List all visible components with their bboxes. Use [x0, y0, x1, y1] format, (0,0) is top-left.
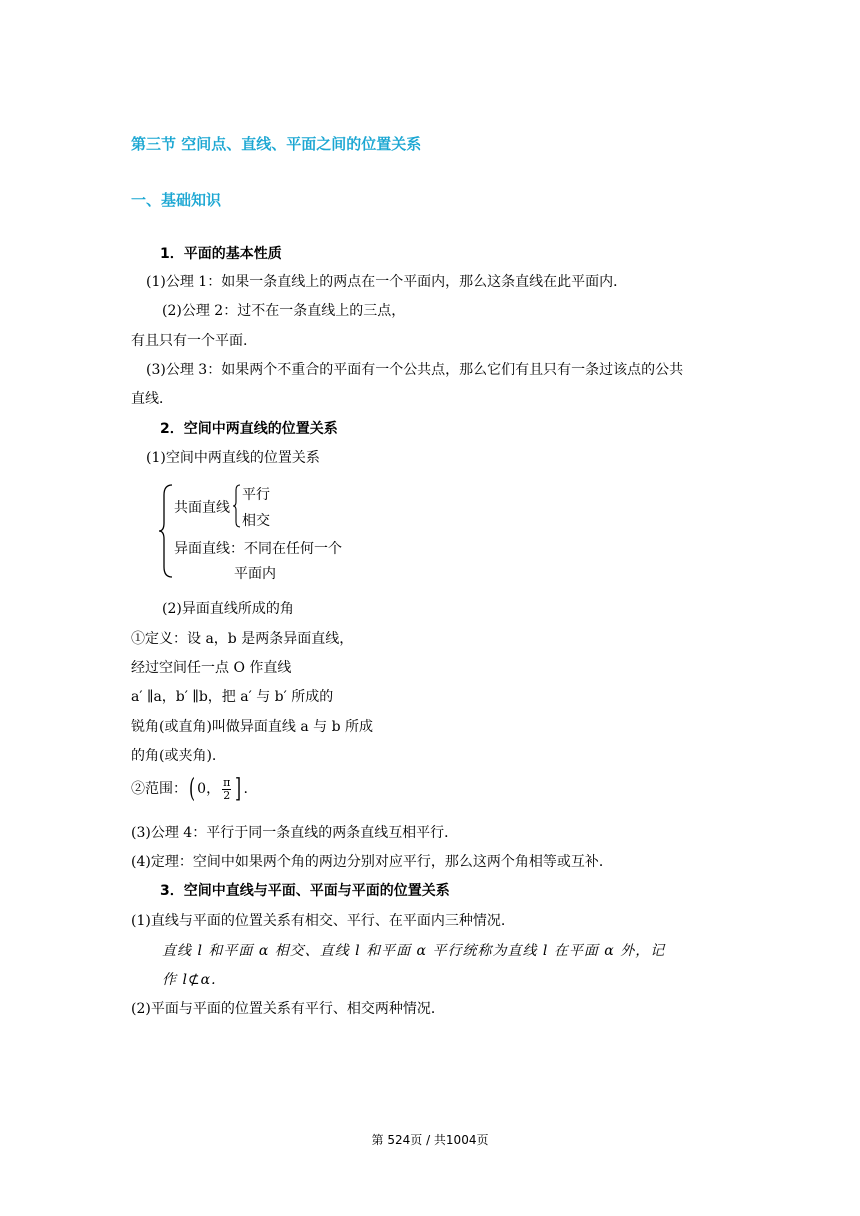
tree-skew-lines-cont: 平面内: [234, 566, 276, 582]
definition-line-4: 锐角(或直角)叫做异面直线 a 与 b 所成: [131, 719, 374, 735]
tree-coplanar-lines: 共面直线: [174, 500, 230, 516]
range-zero: 0，: [197, 781, 221, 797]
axiom-1-text: (1)公理 1：如果一条直线上的两点在一个平面内，那么这条直线在此平面内．: [146, 274, 628, 290]
definition-line-2: 经过空间任一点 O 作直线: [131, 660, 292, 676]
note-text: 直线 l 和平面 α 相交、直线 l 和平面 α 平行统称为直线 l 在平面 α 外，记: [162, 943, 666, 959]
range-label: ②范围：: [131, 781, 187, 797]
theorem-text: (4)定理：空间中如果两个角的两边分别对应平行，那么这两个角相等或互补．: [131, 854, 613, 870]
line-plane-text: (1)直线与平面的位置关系有相交、平行、在平面内三种情况.: [131, 913, 506, 929]
axiom-2-text-cont: 有且只有一个平面.: [131, 333, 248, 349]
range-formula: [131, 776, 248, 802]
pi-over-two-fraction: [222, 777, 231, 802]
page-footer: 第 524页 / 共1004页: [371, 1133, 489, 1147]
tree-parallel: 平行: [242, 487, 270, 503]
subsection-title: 一、基础知识: [131, 191, 222, 209]
definition-line-5: 的角(或夹角).: [131, 748, 217, 764]
tree-intersect: 相交: [242, 513, 270, 529]
definition-line-3: a′ ∥a，b′ ∥b，把 a′ 与 b′ 所成的: [131, 689, 334, 705]
axiom-2-text: (2)公理 2：过不在一条直线上的三点，: [162, 303, 406, 319]
fraction-numerator: π: [223, 775, 231, 789]
lines-relation-text: (1)空间中两直线的位置关系: [146, 450, 320, 466]
heading-two-lines: 2．空间中两直线的位置关系: [160, 421, 338, 437]
note-text-cont: 作 l⊄α.: [162, 972, 217, 988]
plane-plane-text: (2)平面与平面的位置关系有平行、相交两种情况．: [131, 1001, 445, 1017]
heading-plane-properties: 1．平面的基本性质: [160, 246, 282, 262]
range-open-bracket: (: [189, 774, 196, 804]
range-close-bracket: ]: [235, 774, 242, 804]
range-end: .: [243, 781, 248, 797]
axiom-4-text: (3)公理 4：平行于同一条直线的两条直线互相平行．: [131, 825, 459, 841]
axiom-3-text-cont: 直线．: [131, 391, 173, 407]
skew-angle-text: (2)异面直线所成的角: [162, 601, 294, 617]
heading-line-plane: 3．空间中直线与平面、平面与平面的位置关系: [160, 883, 450, 899]
axiom-3-text: (3)公理 3：如果两个不重合的平面有一个公共点，那么它们有且只有一条过该点的公共: [146, 362, 684, 378]
fraction-denominator: 2: [223, 788, 231, 802]
section-title: 第三节 空间点、直线、平面之间的位置关系: [131, 135, 422, 153]
inner-brace-icon: [232, 484, 242, 528]
tree-skew-lines: 异面直线：不同在任何一个: [174, 541, 342, 557]
definition-line-1: ①定义：设 a，b 是两条异面直线，: [131, 631, 354, 647]
